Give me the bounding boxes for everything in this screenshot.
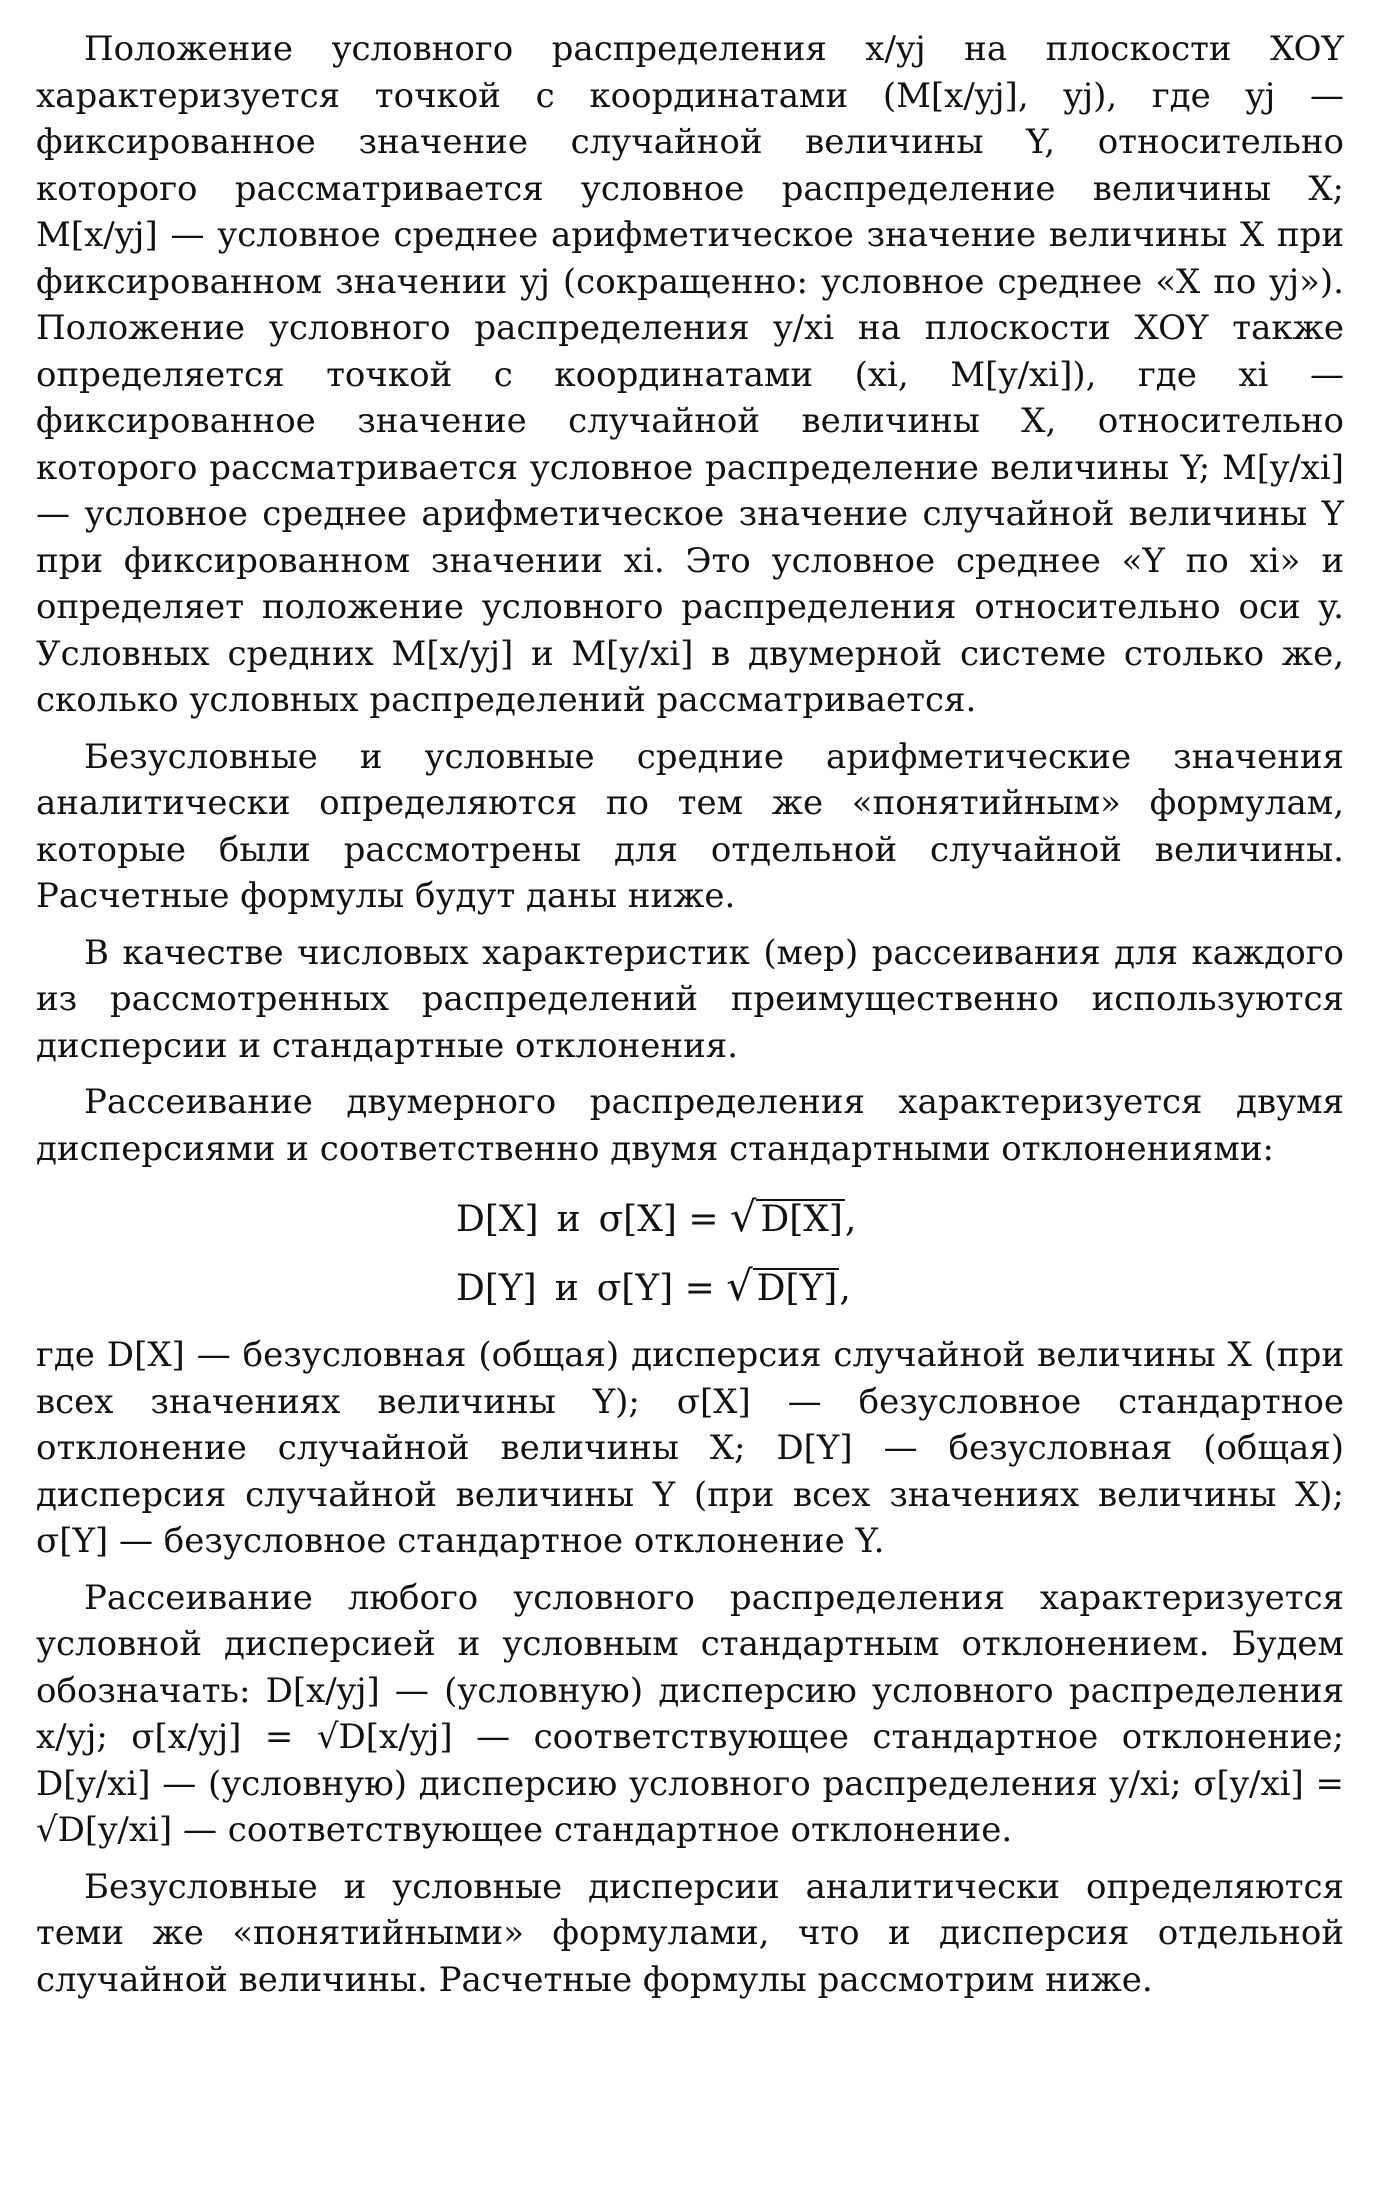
formula-y-lhs: σ[Y] = (596, 1268, 715, 1309)
sqrt-icon: √ (726, 1262, 753, 1310)
paragraph-means-formulas: Безусловные и условные средние арифметические значения аналитически определяются по тем же «понятийным» формулам, которые были рассмотрены для отдельной случайной величины. Расчетные формулы будут даны ниже. (36, 736, 1344, 916)
formula-x-radicand: D[X] (756, 1199, 845, 1239)
paragraph-conditional-dispersion: Рассеивание любого условного распределения характеризуется условной дисперсией и условным стандартным отклонением. Будем обозначать: D[x/yj] — (условную) дисперсию условного распределения x/yj; σ[x/yj] = √D[x/yj] — соответствующее стандартное отклонение; D[y/xi] — (условную) дисперсию условного распределения y/xi; σ[y/xi] = √D[y/xi] — соответствующее стандартное отклонение. (36, 1577, 1344, 1850)
formula-x-lhs: σ[X] = (598, 1199, 719, 1240)
formula-x-left: D[X] (456, 1199, 539, 1240)
formula-x-sep: и (556, 1199, 581, 1240)
paragraph-dispersion-measures: В качестве числовых характеристик (мер) рассеивания для каждого из рассмотренных распределений преимущественно используются дисперсии и стандартные отклонения. (36, 932, 1344, 1066)
formula-y-tail: , (839, 1268, 851, 1309)
formula-x-tail: , (844, 1199, 857, 1240)
formula-line-y (36, 1253, 1344, 1322)
paragraph-after-formulas: где D[X] — безусловная (общая) дисперсия случайной величины X (при всех значениях величины Y); σ[X] — безусловное стандартное отклонение случайной величины X; D[Y] — безусловная (общая) дисперсия случайной величины Y (при всех значениях величины X); σ[Y] — безусловное стандартное отклонение Y. (36, 1335, 1344, 1561)
formula-y-left: D[Y] (456, 1268, 537, 1309)
formula-line-x (36, 1184, 1344, 1253)
sqrt-icon: √ (729, 1193, 757, 1241)
formula-y-radicand: D[Y] (753, 1268, 840, 1308)
paragraph-calculation-formulas: Безусловные и условные дисперсии аналитически определяются теми же «понятийными» формулами, что и дисперсия отдельной случайной величины. Расчетные формулы рассмотрим ниже. (36, 1866, 1344, 2000)
formula-block (36, 1184, 1344, 1322)
paragraph-conditional-distribution-position: Положение условного распределения x/yj на плоскости XOY характеризуется точкой с координатами (M[x/yj], yj), где yj — фиксированное значение случайной величины Y, относительно которого рассматривается условное распределение величины X; M[x/yj] — условное среднее арифметическое значение величины X при фиксированном значении yj (сокращенно: условное среднее «X по yj»). Положение условного распределения y/xi на плоскости XOY также определяется точкой с координатами (xi, M[y/xi]), где xi — фиксированное значение случайной величины X, относительно которого рассматривается условное распределение величины Y; M[y/xi] — условное среднее арифметическое значение случайной величины Y при фиксированном значении xi. Это условное среднее «Y по xi» и определяет положение условного распределения относительно оси y. Условных средних M[x/yj] и M[y/xi] в двумерной системе столько же, сколько условных распределений рассматривается. (36, 29, 1344, 720)
paragraph-two-dimensional-scatter: Рассеивание двумерного распределения характеризуется двумя дисперсиями и соответственно двумя стандартными отклонениями: (36, 1082, 1344, 1169)
formula-y-sep: и (554, 1268, 579, 1309)
